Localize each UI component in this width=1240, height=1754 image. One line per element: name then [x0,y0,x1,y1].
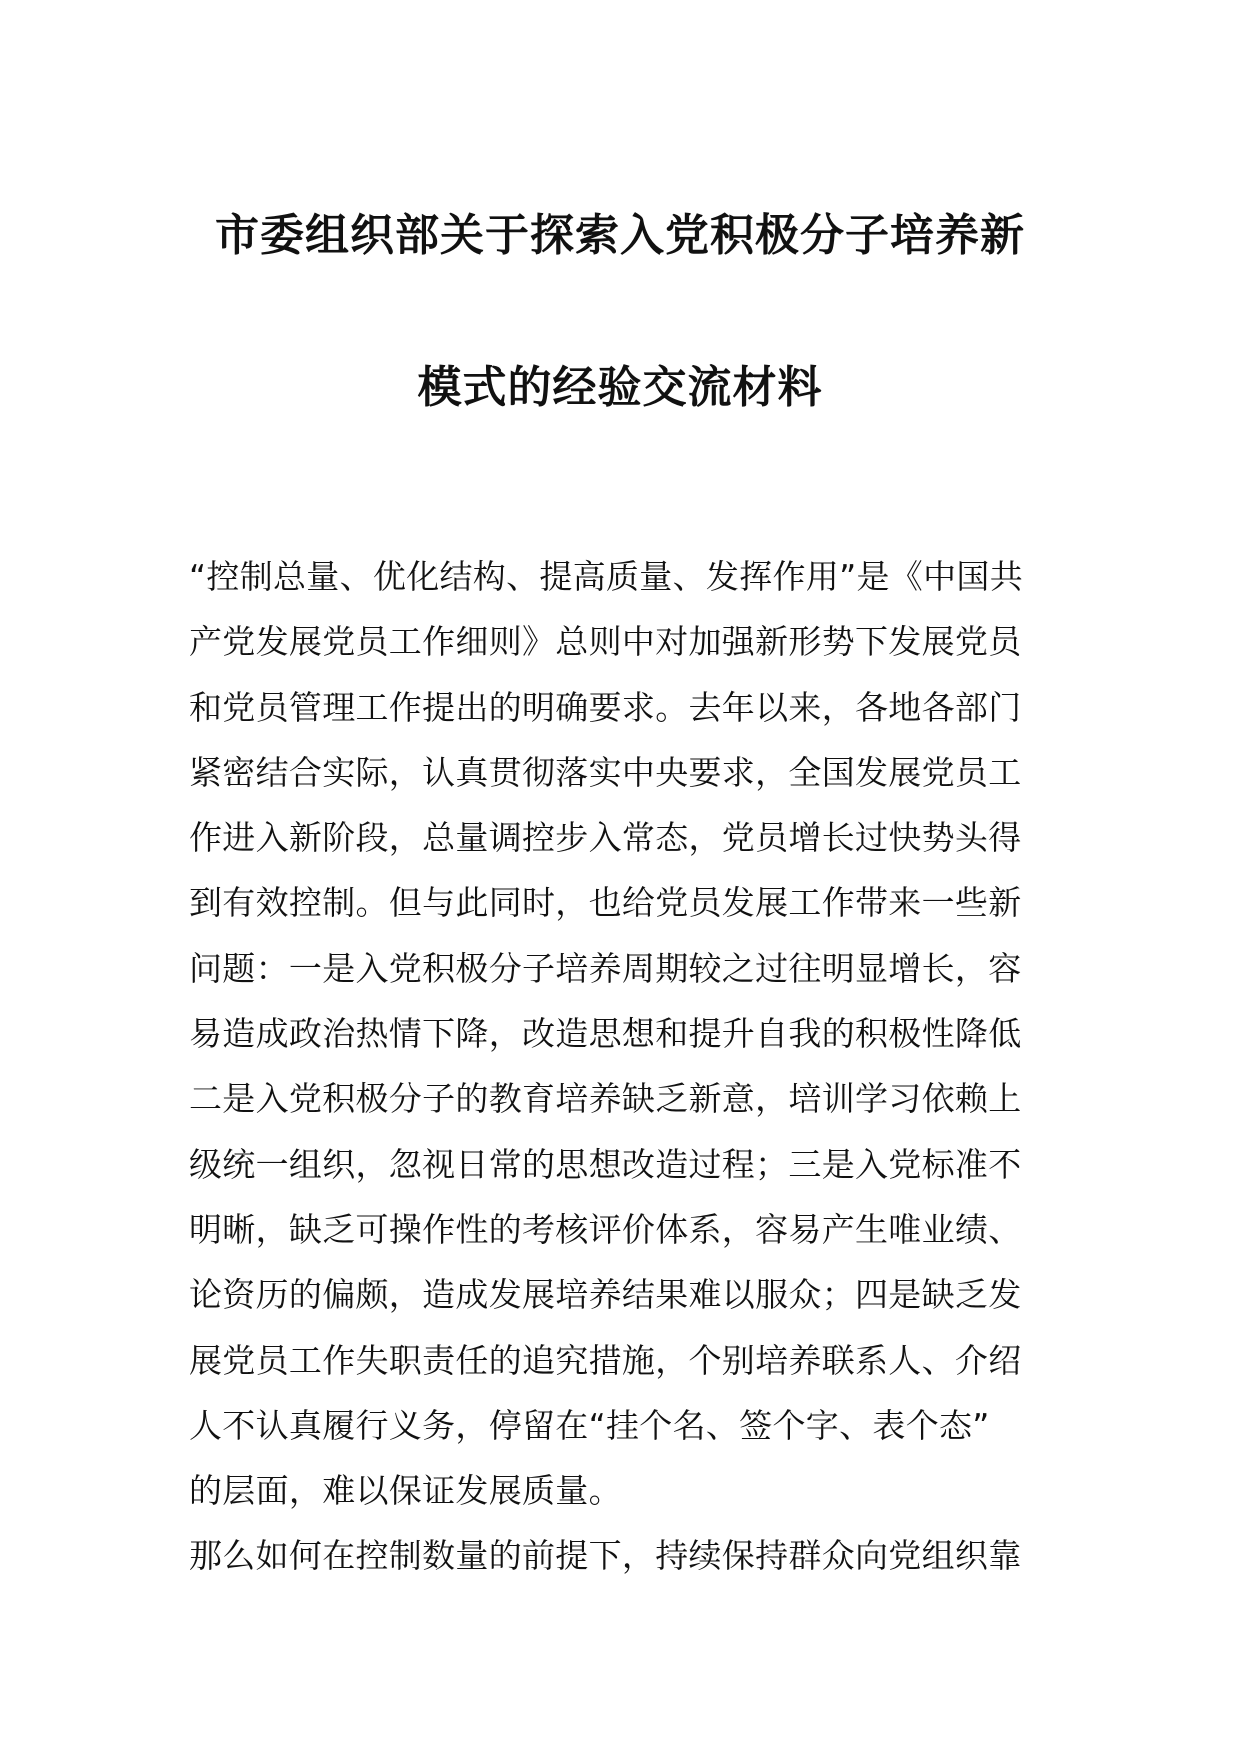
body-text-line: 明晰，缺乏可操作性的考核评价体系，容易产生唯业绩、 [189,1209,1022,1249]
document-title-line-1: 市委组织部关于探索入党积极分子培养新 [215,210,1025,261]
body-text-line: “控制总量、优化结构、提高质量、发挥作用”是《中国共 [189,557,1023,596]
body-text-line: 论资历的偏颇，造成发展培养结果难以服众；四是缺乏发 [189,1275,1022,1315]
body-text-line: 易造成政治热情下降，改造思想和提升自我的积极性降低 [189,1014,1022,1054]
body-text-line: 展党员工作失职责任的追究措施，个别培养联系人、介绍 [189,1340,1022,1380]
body-text-line: 紧密结合实际，认真贯彻落实中央要求，全国发展党员工 [189,752,1022,792]
body-text-line: 二是入党积极分子的教育培养缺乏新意，培训学习依赖上 [189,1079,1022,1119]
body-text-line: 级统一组织，忽视日常的思想改造过程；三是入党标准不 [189,1144,1022,1184]
body-text-line: 产党发展党员工作细则》总则中对加强新形势下发展党员 [189,622,1022,662]
body-text-line: 的层面，难以保证发展质量。 [189,1471,622,1511]
document-body [189,544,1069,1589]
body-text-line: 那么如何在控制数量的前提下，持续保持群众向党组织靠 [189,1536,1022,1576]
body-text-line: 作进入新阶段，总量调控步入常态，党员增长过快势头得 [189,818,1022,858]
body-text-line: 问题：一是入党积极分子培养周期较之过往明显增长，容 [189,948,1022,988]
body-text-line: 人不认真履行义务，停留在“挂个名、签个字、表个态” [189,1405,990,1445]
body-text-line: 到有效控制。但与此同时，也给党员发展工作带来一些新 [189,883,1022,923]
document-title-line-2: 模式的经验交流材料 [417,362,823,413]
body-text-line: 和党员管理工作提出的明确要求。去年以来，各地各部门 [189,687,1022,727]
